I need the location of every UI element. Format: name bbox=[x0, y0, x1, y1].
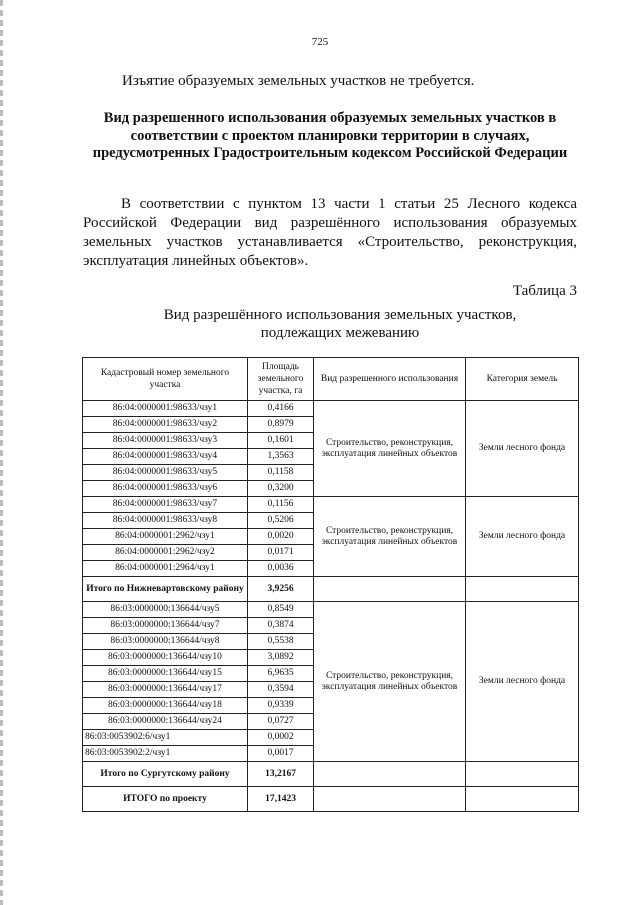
table-row bbox=[83, 401, 579, 417]
area-value: 0,0002 bbox=[248, 730, 314, 746]
cadastral-number: 86:04:0000001:98633/чзу5 bbox=[83, 465, 248, 481]
area-value: 0,1158 bbox=[248, 465, 314, 481]
empty-cell bbox=[314, 577, 466, 602]
area-value: 0,4166 bbox=[248, 401, 314, 417]
cadastral-number: 86:04:0000001:98633/чзу3 bbox=[83, 433, 248, 449]
total-label: Итого по Нижневартовскому району bbox=[83, 577, 248, 602]
area-value: 3,0892 bbox=[248, 650, 314, 666]
land-category: Земли лесного фонда bbox=[466, 497, 579, 577]
cadastral-number: 86:03:0000000:136644/чзу8 bbox=[83, 634, 248, 650]
cadastral-number: 86:04:0000001:2962/чзу1 bbox=[83, 529, 248, 545]
total-row bbox=[83, 577, 579, 602]
table-label: Таблица 3 bbox=[512, 283, 577, 299]
cadastral-number: 86:03:0000000:136644/чзу7 bbox=[83, 618, 248, 634]
empty-cell bbox=[314, 787, 466, 812]
area-value: 0,8979 bbox=[248, 417, 314, 433]
table-header-row bbox=[83, 358, 579, 401]
page-number: 725 bbox=[311, 36, 329, 48]
land-category: Земли лесного фонда bbox=[466, 401, 579, 497]
area-value: 0,3200 bbox=[248, 481, 314, 497]
header-category: Категория земель bbox=[466, 358, 579, 401]
land-category: Земли лесного фонда bbox=[466, 602, 579, 762]
area-value: 0,3874 bbox=[248, 618, 314, 634]
scan-edge bbox=[0, 0, 3, 905]
area-value: 0,5206 bbox=[248, 513, 314, 529]
cadastral-number: 86:04:0000001:98633/чзу8 bbox=[83, 513, 248, 529]
cadastral-number: 86:04:0000001:2962/чзу2 bbox=[83, 545, 248, 561]
cadastral-number: 86:03:0000000:136644/чзу17 bbox=[83, 682, 248, 698]
empty-cell bbox=[466, 787, 579, 812]
cadastral-number: 86:03:0000000:136644/чзу5 bbox=[83, 602, 248, 618]
table-caption: Вид разрешённого использования земельных участков, подлежащих межеванию bbox=[163, 307, 517, 341]
body-paragraph: В соответствии с пунктом 13 части 1 статьи 25 Лесного кодекса Российской Федерации вид разрешённого использования образуемых земельных участков устанавливается «Строительство, реконструкция, эксплуатация линейных объектов». bbox=[83, 196, 577, 269]
area-value: 1,3563 bbox=[248, 449, 314, 465]
permitted-use: Строительство, реконструкция, эксплуатация линейных объектов bbox=[314, 602, 466, 762]
area-value: 0,9339 bbox=[248, 698, 314, 714]
cadastral-number: 86:04:0000001:98633/чзу4 bbox=[83, 449, 248, 465]
land-plots-table bbox=[82, 357, 579, 812]
cadastral-number: 86:03:0000000:136644/чзу10 bbox=[83, 650, 248, 666]
total-area: 3,9256 bbox=[248, 577, 314, 602]
cadastral-number: 86:03:0000000:136644/чзу18 bbox=[83, 698, 248, 714]
cadastral-number: 86:03:0053902:6/чзу1 bbox=[83, 730, 248, 746]
area-value: 0,0020 bbox=[248, 529, 314, 545]
area-value: 0,0017 bbox=[248, 746, 314, 762]
total-area: 17,1423 bbox=[248, 787, 314, 812]
cadastral-number: 86:03:0000000:136644/чзу24 bbox=[83, 714, 248, 730]
permitted-use: Строительство, реконструкция, эксплуатация линейных объектов bbox=[314, 401, 466, 497]
cadastral-number: 86:04:0000001:98633/чзу6 bbox=[83, 481, 248, 497]
area-value: 0,0727 bbox=[248, 714, 314, 730]
area-value: 0,5538 bbox=[248, 634, 314, 650]
header-cadastral: Кадастровый номер земельного участка bbox=[83, 358, 248, 401]
total-row bbox=[83, 762, 579, 787]
empty-cell bbox=[314, 762, 466, 787]
cadastral-number: 86:03:0000000:136644/чзу15 bbox=[83, 666, 248, 682]
area-value: 0,3594 bbox=[248, 682, 314, 698]
total-label: ИТОГО по проекту bbox=[83, 787, 248, 812]
cadastral-number: 86:04:0000001:2964/чзу1 bbox=[83, 561, 248, 577]
area-value: 6,9635 bbox=[248, 666, 314, 682]
statement-text: Изъятие образуемых земельных участков не требуется. bbox=[122, 73, 475, 89]
total-row bbox=[83, 787, 579, 812]
total-label: Итого по Сургутскому району bbox=[83, 762, 248, 787]
area-value: 0,1156 bbox=[248, 497, 314, 513]
cadastral-number: 86:04:0000001:98633/чзу2 bbox=[83, 417, 248, 433]
area-value: 0,8549 bbox=[248, 602, 314, 618]
cadastral-number: 86:03:0053902:2/чзу1 bbox=[83, 746, 248, 762]
section-heading: Вид разрешенного использования образуемых земельных участков в соответствии с проектом планировки территории в случаях, предусмотренных Градостроительным кодексом Российской Федерации bbox=[92, 110, 568, 161]
table-row bbox=[83, 602, 579, 618]
cadastral-number: 86:04:0000001:98633/чзу1 bbox=[83, 401, 248, 417]
header-use: Вид разрешенного использования bbox=[314, 358, 466, 401]
permitted-use: Строительство, реконструкция, эксплуатация линейных объектов bbox=[314, 497, 466, 577]
table-row bbox=[83, 497, 579, 513]
cadastral-number: 86:04:0000001:98633/чзу7 bbox=[83, 497, 248, 513]
total-area: 13,2167 bbox=[248, 762, 314, 787]
empty-cell bbox=[466, 762, 579, 787]
area-value: 0,1601 bbox=[248, 433, 314, 449]
empty-cell bbox=[466, 577, 579, 602]
area-value: 0,0036 bbox=[248, 561, 314, 577]
area-value: 0,0171 bbox=[248, 545, 314, 561]
header-area: Площадь земельного участка, га bbox=[248, 358, 314, 401]
